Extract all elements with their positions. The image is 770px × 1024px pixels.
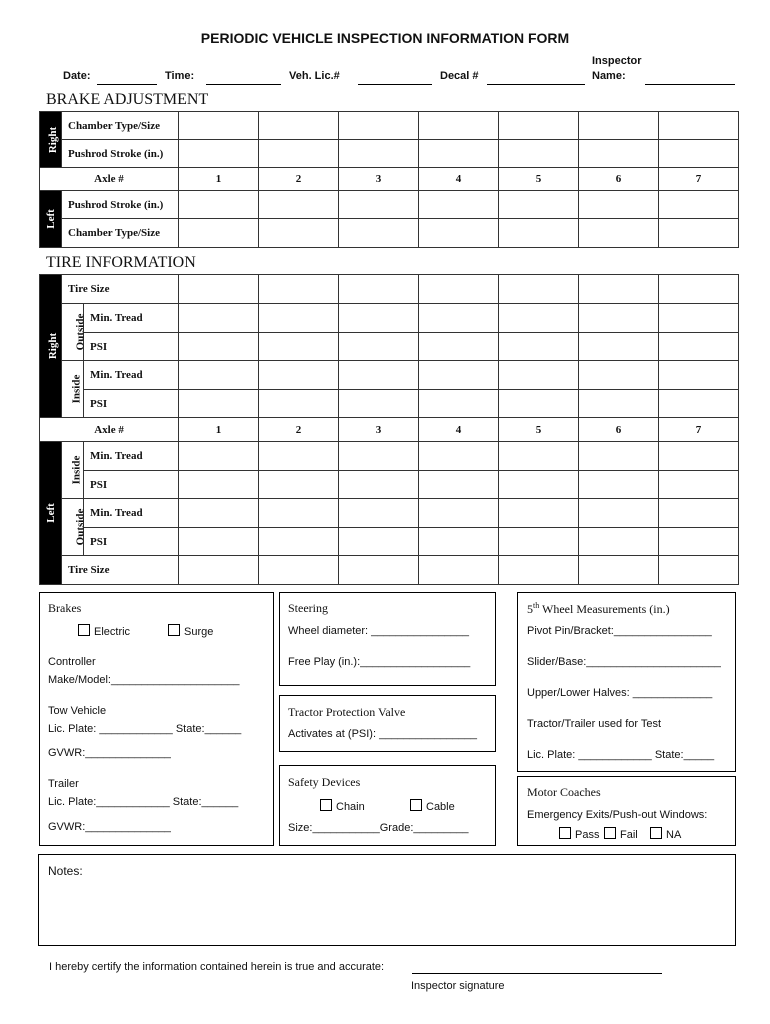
brake-chamber-label: Chamber Type/Size: [62, 219, 179, 248]
brake-cell[interactable]: [259, 140, 339, 168]
tire-cell[interactable]: [339, 442, 419, 471]
fail-checkbox[interactable]: [604, 827, 616, 839]
tire-cell[interactable]: [659, 471, 739, 499]
brake-cell[interactable]: [179, 219, 259, 248]
brake-cell[interactable]: [579, 140, 659, 168]
wheel-diameter-field[interactable]: Wheel diameter: ________________: [288, 625, 470, 637]
tire-cell[interactable]: [179, 390, 259, 418]
tire-cell[interactable]: [179, 361, 259, 390]
tire-cell[interactable]: [339, 556, 419, 585]
axle-number: 7: [659, 168, 739, 191]
tire-cell[interactable]: [659, 556, 739, 585]
brake-cell[interactable]: [659, 219, 739, 248]
brake-cell[interactable]: [499, 140, 579, 168]
tire-cell[interactable]: [259, 333, 339, 361]
tire-cell[interactable]: [179, 556, 259, 585]
axle-number: 1: [179, 168, 259, 191]
brake-cell[interactable]: [339, 112, 419, 140]
brake-cell[interactable]: [179, 140, 259, 168]
tire-cell[interactable]: [419, 361, 499, 390]
free-play-field[interactable]: Free Play (in.):__________________: [288, 656, 471, 668]
tire-cell[interactable]: [419, 528, 499, 556]
min-tread-label: Min. Tread: [84, 304, 179, 333]
tire-cell[interactable]: [259, 304, 339, 333]
electric-option[interactable]: [78, 624, 130, 638]
brake-axle-row: [40, 168, 739, 191]
axle-number: 4: [419, 168, 499, 191]
tire-cell[interactable]: [659, 442, 739, 471]
axle-number: 6: [579, 418, 659, 442]
tire-left-outside-psi-row: [40, 528, 739, 556]
pass-label: Pass: [575, 829, 600, 841]
tire-cell[interactable]: [259, 361, 339, 390]
psi-label: PSI: [84, 528, 179, 556]
tire-right-label: Right: [40, 275, 62, 418]
tire-left-size-row: [40, 556, 739, 585]
brake-cell[interactable]: [419, 140, 499, 168]
pass-checkbox[interactable]: [559, 827, 571, 839]
tire-cell[interactable]: [499, 390, 579, 418]
tire-cell[interactable]: [179, 275, 259, 304]
safety-devices-box: [279, 765, 496, 846]
tire-cell[interactable]: [419, 442, 499, 471]
brake-right-chamber-row: [40, 112, 739, 140]
tire-cell[interactable]: [339, 528, 419, 556]
brake-pushrod-label: Pushrod Stroke (in.): [62, 191, 179, 219]
notes-label: Notes:: [48, 864, 83, 878]
psi-label: PSI: [84, 333, 179, 361]
axle-number: 2: [259, 168, 339, 191]
tire-right-outside-tread-row: [40, 304, 739, 333]
brake-left-chamber-row: [40, 219, 739, 248]
tire-left-outside-tread-row: [40, 499, 739, 528]
brake-right-label: Right: [40, 112, 62, 168]
psi-label: PSI: [84, 471, 179, 499]
axle-number: 2: [259, 418, 339, 442]
steering-box: [279, 592, 496, 686]
tire-cell[interactable]: [579, 361, 659, 390]
tire-cell[interactable]: [259, 471, 339, 499]
tire-axle-row: [40, 418, 739, 442]
tire-cell[interactable]: [579, 528, 659, 556]
tire-cell[interactable]: [499, 275, 579, 304]
tire-cell[interactable]: [179, 528, 259, 556]
safety-devices-heading: Safety Devices: [288, 775, 361, 789]
tire-cell[interactable]: [339, 390, 419, 418]
inspector-name-field[interactable]: [645, 84, 735, 85]
min-tread-label: Min. Tread: [84, 499, 179, 528]
axle-number: 1: [179, 418, 259, 442]
tire-cell[interactable]: [659, 361, 739, 390]
fail-option[interactable]: [604, 827, 638, 841]
tire-cell[interactable]: [179, 333, 259, 361]
brake-cell[interactable]: [179, 112, 259, 140]
brake-cell[interactable]: [339, 191, 419, 219]
veh-lic-field[interactable]: [358, 84, 432, 85]
tire-left-label: Left: [40, 442, 62, 585]
cable-option[interactable]: [410, 799, 455, 813]
tire-cell[interactable]: [339, 361, 419, 390]
pivot-pin-field[interactable]: Pivot Pin/Bracket:________________: [527, 625, 712, 637]
motor-coaches-box: [517, 776, 736, 846]
tire-size-label: Tire Size: [62, 556, 179, 585]
axle-number: 4: [419, 418, 499, 442]
tire-cell[interactable]: [499, 499, 579, 528]
axle-number: 6: [579, 168, 659, 191]
cable-label: Cable: [426, 801, 455, 813]
brake-cell[interactable]: [659, 140, 739, 168]
name-label: Name:: [592, 70, 626, 82]
tire-cell[interactable]: [259, 442, 339, 471]
tire-cell[interactable]: [659, 333, 739, 361]
tractor-trailer-label: Tractor/Trailer used for Test: [527, 718, 662, 730]
brakes-box: [39, 592, 274, 846]
date-label: Date:: [63, 70, 91, 82]
surge-label: Surge: [184, 626, 214, 638]
tire-left-inside-psi-row: [40, 471, 739, 499]
tire-cell[interactable]: [419, 471, 499, 499]
brakes-heading: Brakes: [48, 601, 82, 615]
chain-label: Chain: [336, 801, 365, 813]
inspector-label: Inspector: [592, 55, 642, 67]
tire-cell[interactable]: [259, 528, 339, 556]
brake-cell[interactable]: [499, 112, 579, 140]
tire-left-inside-tread-row: [40, 442, 739, 471]
size-grade-field[interactable]: Size:___________Grade:_________: [288, 822, 469, 834]
upper-lower-field[interactable]: Upper/Lower Halves: _____________: [527, 687, 713, 699]
trailer-gvwr-field[interactable]: GVWR:______________: [48, 821, 171, 833]
brake-left-pushrod-row: [40, 191, 739, 219]
form-title: PERIODIC VEHICLE INSPECTION INFORMATION FORM: [200, 30, 570, 46]
chain-option[interactable]: [320, 799, 365, 813]
tire-cell[interactable]: [339, 499, 419, 528]
brake-cell[interactable]: [579, 112, 659, 140]
min-tread-label: Min. Tread: [84, 361, 179, 390]
tire-inside-label: Inside: [62, 442, 84, 499]
tire-cell[interactable]: [419, 304, 499, 333]
tire-cell[interactable]: [499, 442, 579, 471]
chain-checkbox[interactable]: [320, 799, 332, 811]
tire-cell[interactable]: [339, 333, 419, 361]
tire-cell[interactable]: [499, 333, 579, 361]
tire-cell[interactable]: [179, 304, 259, 333]
brake-cell[interactable]: [259, 191, 339, 219]
brake-cell[interactable]: [339, 219, 419, 248]
surge-checkbox[interactable]: [168, 624, 180, 636]
tow-gvwr-field[interactable]: GVWR:______________: [48, 747, 171, 759]
decal-field[interactable]: [487, 84, 585, 85]
tire-size-label: Tire Size: [62, 275, 179, 304]
notes-box[interactable]: [38, 854, 736, 946]
brake-cell[interactable]: [499, 219, 579, 248]
tire-cell[interactable]: [179, 442, 259, 471]
controller-label: Controller: [48, 656, 96, 668]
brake-cell[interactable]: [419, 191, 499, 219]
time-label: Time:: [165, 70, 195, 82]
tractor-protection-box: [279, 695, 496, 752]
electric-checkbox[interactable]: [78, 624, 90, 636]
axle-number: 7: [659, 418, 739, 442]
tire-cell[interactable]: [179, 499, 259, 528]
brake-chamber-label: Chamber Type/Size: [62, 112, 179, 140]
tire-cell[interactable]: [579, 304, 659, 333]
tire-right-size-row: [40, 275, 739, 304]
tire-cell[interactable]: [179, 471, 259, 499]
tire-cell[interactable]: [499, 361, 579, 390]
brake-axle-label: Axle #: [40, 168, 179, 191]
cable-checkbox[interactable]: [410, 799, 422, 811]
tire-cell[interactable]: [419, 556, 499, 585]
fail-label: Fail: [620, 829, 638, 841]
tire-cell[interactable]: [659, 390, 739, 418]
brake-cell[interactable]: [659, 191, 739, 219]
trailer-label: Trailer: [48, 778, 79, 790]
tire-cell[interactable]: [339, 304, 419, 333]
certification-text: I hereby certify the information contained herein is true and accurate:: [49, 961, 385, 973]
emergency-exits-label: Emergency Exits/Push-out Windows:: [527, 809, 708, 821]
brake-adjustment-heading: BRAKE ADJUSTMENT: [46, 91, 209, 108]
fifth-plate-field[interactable]: Lic. Plate: ____________ State:_____: [527, 749, 715, 761]
time-field[interactable]: [206, 84, 281, 85]
motor-coaches-heading: Motor Coaches: [527, 785, 601, 799]
fifth-wheel-box: [517, 592, 736, 772]
surge-option[interactable]: [168, 624, 213, 638]
tire-cell[interactable]: [339, 471, 419, 499]
tire-cell[interactable]: [579, 275, 659, 304]
tire-cell[interactable]: [659, 499, 739, 528]
brake-cell[interactable]: [339, 140, 419, 168]
tow-plate-field[interactable]: Lic. Plate: ____________ State:______: [48, 723, 242, 735]
date-field[interactable]: [97, 84, 157, 85]
decal-label: Decal #: [440, 70, 479, 82]
brake-cell[interactable]: [579, 191, 659, 219]
tire-cell[interactable]: [499, 471, 579, 499]
brake-cell[interactable]: [579, 219, 659, 248]
tire-cell[interactable]: [339, 275, 419, 304]
steering-heading: Steering: [288, 601, 328, 615]
tire-cell[interactable]: [579, 556, 659, 585]
brake-cell[interactable]: [259, 112, 339, 140]
signature-line[interactable]: [412, 973, 662, 974]
tire-cell[interactable]: [499, 304, 579, 333]
tire-cell[interactable]: [419, 390, 499, 418]
electric-label: Electric: [94, 626, 131, 638]
tire-cell[interactable]: [659, 304, 739, 333]
axle-number: 3: [339, 168, 419, 191]
tire-cell[interactable]: [259, 390, 339, 418]
psi-label: PSI: [84, 390, 179, 418]
na-checkbox[interactable]: [650, 827, 662, 839]
tire-axle-label: Axle #: [40, 418, 179, 442]
tire-cell[interactable]: [579, 390, 659, 418]
tire-cell[interactable]: [579, 499, 659, 528]
signature-label: Inspector signature: [411, 980, 505, 992]
na-label: NA: [666, 829, 682, 841]
pass-option[interactable]: [559, 827, 599, 841]
tire-cell[interactable]: [579, 471, 659, 499]
tire-cell[interactable]: [579, 333, 659, 361]
na-option[interactable]: [650, 827, 681, 841]
tire-cell[interactable]: [659, 528, 739, 556]
tire-cell[interactable]: [419, 499, 499, 528]
brake-cell[interactable]: [259, 219, 339, 248]
tow-vehicle-label: Tow Vehicle: [48, 705, 107, 717]
min-tread-label: Min. Tread: [84, 442, 179, 471]
tire-cell[interactable]: [659, 275, 739, 304]
brake-pushrod-label: Pushrod Stroke (in.): [62, 140, 179, 168]
brake-right-pushrod-row: [40, 140, 739, 168]
trailer-plate-field[interactable]: Lic. Plate:____________ State:______: [48, 796, 239, 808]
tire-right-outside-psi-row: [40, 333, 739, 361]
tire-inside-label: Inside: [62, 361, 84, 418]
brake-cell[interactable]: [499, 191, 579, 219]
make-model-field[interactable]: Make/Model:_____________________: [48, 674, 240, 686]
tire-cell[interactable]: [499, 528, 579, 556]
tire-outside-label: Outside: [62, 499, 84, 556]
tire-cell[interactable]: [419, 333, 499, 361]
tire-cell[interactable]: [259, 556, 339, 585]
tractor-protection-heading: Tractor Protection Valve: [288, 705, 406, 719]
tire-table: [39, 274, 739, 585]
brake-left-label: Left: [40, 191, 62, 248]
veh-lic-label: Veh. Lic.#: [289, 70, 340, 82]
brake-cell[interactable]: [419, 112, 499, 140]
tire-cell[interactable]: [499, 556, 579, 585]
brake-table: [39, 111, 739, 248]
brake-cell[interactable]: [659, 112, 739, 140]
tire-right-inside-psi-row: [40, 390, 739, 418]
tire-cell[interactable]: [259, 499, 339, 528]
activates-psi-field[interactable]: Activates at (PSI): ________________: [288, 728, 477, 740]
slider-base-field[interactable]: Slider/Base:______________________: [527, 656, 721, 668]
tire-cell[interactable]: [259, 275, 339, 304]
tire-cell[interactable]: [419, 275, 499, 304]
axle-number: 5: [499, 168, 579, 191]
tire-right-inside-tread-row: [40, 361, 739, 390]
axle-number: 5: [499, 418, 579, 442]
tire-information-heading: TIRE INFORMATION: [46, 254, 196, 271]
axle-number: 3: [339, 418, 419, 442]
brake-cell[interactable]: [419, 219, 499, 248]
tire-cell[interactable]: [579, 442, 659, 471]
tire-outside-label: Outside: [62, 304, 84, 361]
brake-cell[interactable]: [179, 191, 259, 219]
fifth-wheel-heading: 5th Wheel Measurements (in.): [527, 601, 670, 616]
